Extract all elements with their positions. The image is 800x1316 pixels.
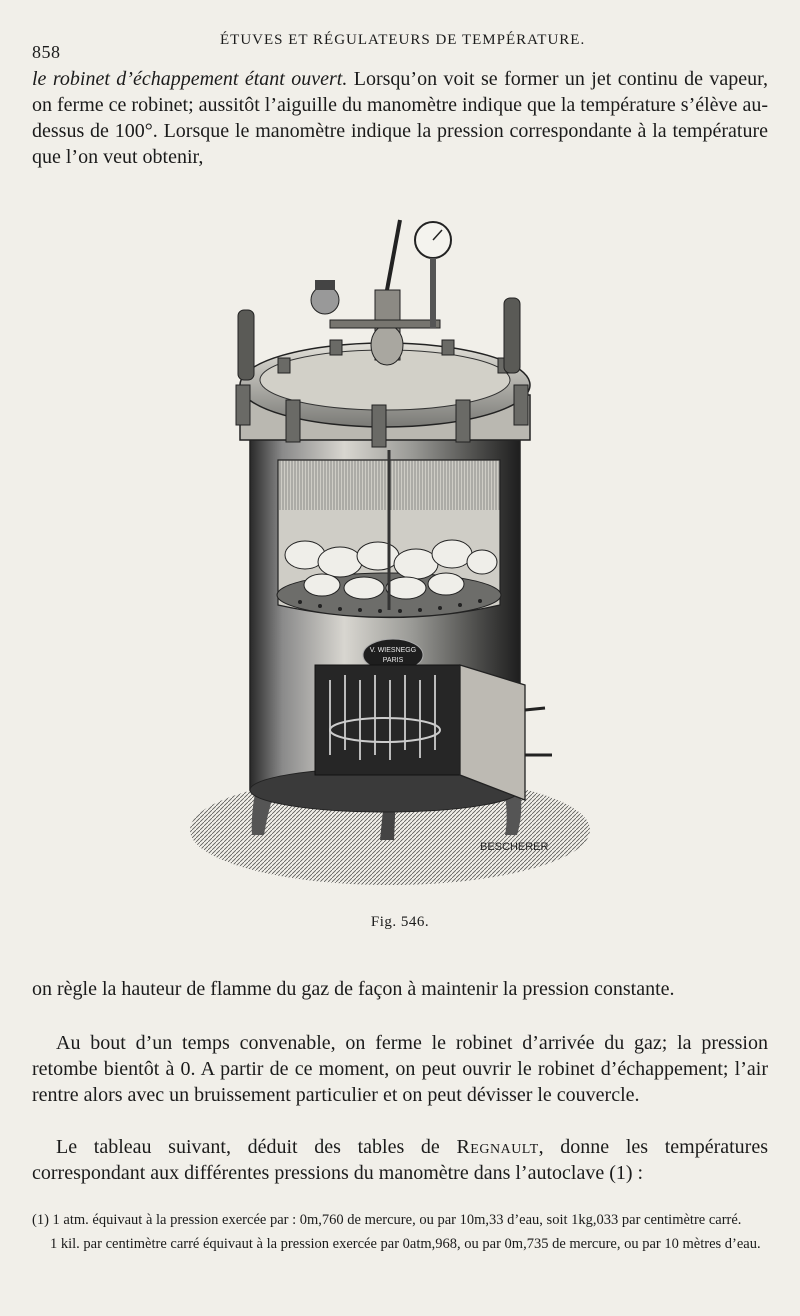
running-head: ÉTUVES ET RÉGULATEURS DE TEMPÉRATURE.	[220, 32, 586, 48]
maker-plate-city: PARIS	[382, 657, 404, 664]
intro-italic: le robinet d’échappement étant ouvert.	[32, 68, 348, 90]
footnotes	[32, 1212, 768, 1253]
footnote-1: (1) 1 atm. équivaut à la pression exercée par : 0m,760 de mercure, ou par 10m,33 d’eau, soit 1kg,033 par centimètre carré.	[32, 1212, 742, 1228]
maker-plate-name: V. WIESNEGG	[369, 647, 417, 654]
autoclave-illustration	[180, 210, 620, 900]
paragraph-table-intro	[32, 1134, 768, 1186]
figure-caption: Fig. 546.	[370, 914, 430, 930]
intro-paragraph	[32, 66, 768, 170]
paragraph-pressure: Au bout d’un temps convenable, on ferme le robinet d’arrivée du gaz; la pression retombe bientôt à 0. A partir de ce moment, on peut ouvrir le robinet d’échappement; l’air rentre alors avec un bruissement particulier et on peut dévisser le couvercle.	[32, 1032, 768, 1106]
footnote-2: 1 kil. par centimètre carré équivaut à la pression exercée par 0atm,968, ou par 0m,735 de mercure, ou par 10 mètres d’eau.	[50, 1236, 761, 1252]
page-number: 858	[32, 42, 61, 62]
autoclave-engraving	[180, 210, 620, 900]
page-header	[30, 30, 770, 62]
engraver-signature: BESCHERER	[480, 841, 549, 853]
regnault-name: Regnault	[456, 1136, 539, 1158]
paragraph-flame: on règle la hauteur de flamme du gaz de façon à maintenir la pression constante.	[32, 978, 675, 1000]
table-intro-start: Le tableau suivant, déduit des tables de	[56, 1136, 457, 1158]
table-intro-end: , donne les températures correspondant aux différentes pressions du manomètre dans l’autoclave (1) :	[32, 1136, 769, 1184]
intro-text: Lorsqu’on voit se former un jet continu de vapeur, on ferme ce robinet; aussitôt l’aiguille du manomètre indique que la température s’élève au-dessus de 100°. Lorsque le manomètre indique la pression correspondante à la température que l’on veut obtenir,	[32, 68, 769, 168]
